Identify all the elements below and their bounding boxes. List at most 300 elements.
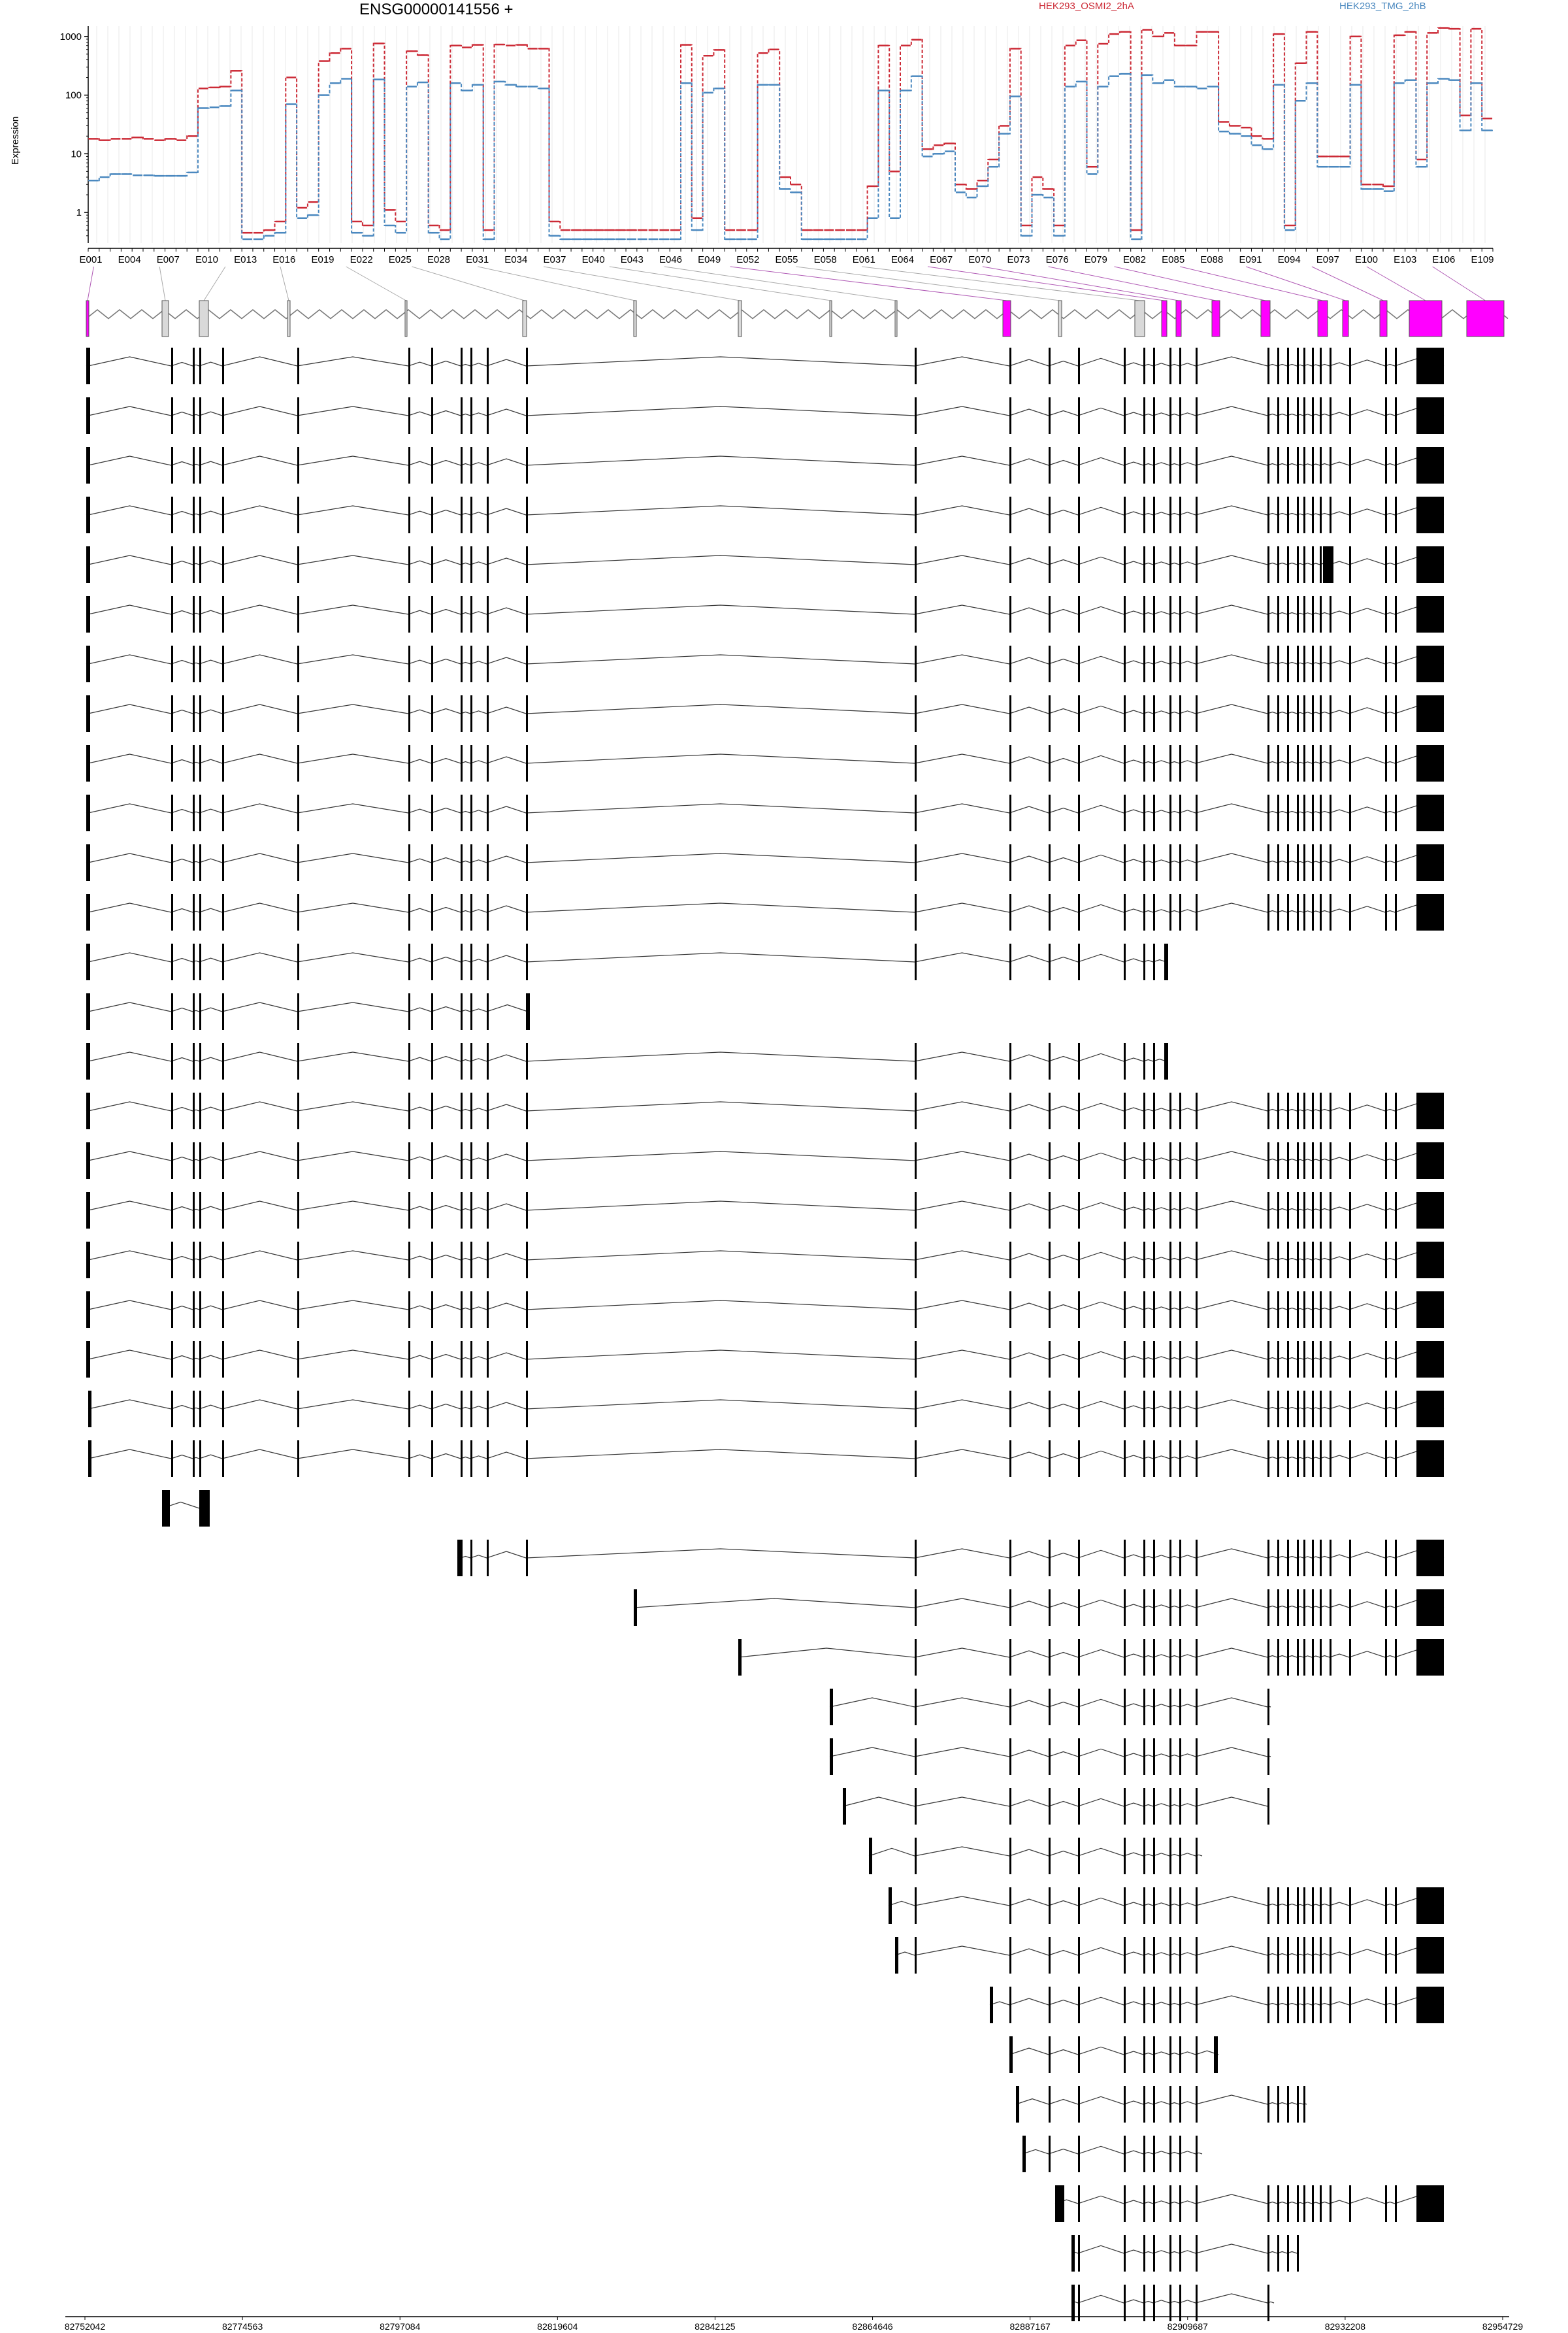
exon-block	[1395, 646, 1397, 682]
exon-block	[86, 1142, 90, 1179]
exon-block	[1169, 2036, 1171, 2073]
exon-block	[1303, 1093, 1305, 1129]
exon-block	[1179, 546, 1181, 583]
genome-tick-label: 82797084	[380, 2321, 421, 2332]
exon-block	[487, 1043, 489, 1080]
exon-block	[1009, 546, 1011, 583]
exon-block	[1312, 1589, 1314, 1626]
exon-block	[1124, 1291, 1126, 1328]
exon-block	[915, 1291, 917, 1328]
exon-block	[1277, 1440, 1279, 1477]
exon-block	[1287, 1440, 1289, 1477]
exon-block	[1287, 1093, 1289, 1129]
exon-block	[915, 497, 917, 533]
exon-block	[1320, 397, 1322, 434]
exon-block	[1153, 2036, 1155, 2073]
exon-block	[915, 1440, 917, 1477]
exon-block	[830, 1689, 833, 1725]
exon-block	[487, 546, 489, 583]
exon-block	[915, 1341, 917, 1378]
exon-block	[1312, 1937, 1314, 1974]
exon-block	[1049, 1738, 1051, 1775]
exon-block	[1312, 1192, 1314, 1229]
exon-block	[1385, 795, 1387, 831]
exon-block	[1196, 447, 1198, 484]
exon-block	[1169, 695, 1171, 732]
exon-block	[915, 546, 917, 583]
exon-label: E070	[968, 254, 992, 265]
exon-block	[1078, 894, 1080, 931]
exon-block	[1153, 1242, 1155, 1278]
transcript	[86, 745, 1444, 782]
exon-block	[1124, 497, 1126, 533]
exon-block	[1078, 397, 1080, 434]
exon-block	[1330, 646, 1331, 682]
exon-block	[1179, 1788, 1181, 1825]
exon-block	[1169, 1639, 1171, 1676]
exon-block	[222, 348, 224, 384]
exon-block	[1009, 1242, 1011, 1278]
exon-block	[915, 1937, 917, 1974]
exon-block	[1303, 844, 1305, 881]
exon-block	[915, 1142, 917, 1179]
exon-block	[915, 1242, 917, 1278]
exon-block	[1330, 447, 1331, 484]
terminal-exon	[1416, 348, 1444, 384]
exon-block	[1179, 2235, 1181, 2272]
exon-block	[1078, 1689, 1080, 1725]
exon-block	[1124, 596, 1126, 633]
legend-entry-sample2: HEK293_TMG_2hB	[1339, 1, 1426, 12]
transcript	[88, 1440, 1444, 1477]
transcript-models	[86, 348, 1444, 2321]
exon-block	[1385, 1987, 1387, 2023]
exon-label: E064	[890, 254, 915, 265]
exon-block	[1153, 1788, 1155, 1825]
exon-block	[1009, 447, 1011, 484]
exon-block	[193, 844, 195, 881]
exon-block	[1287, 795, 1289, 831]
exon-block	[1312, 1341, 1314, 1378]
exon-block	[1330, 1142, 1331, 1179]
terminal-exon	[1416, 1639, 1444, 1676]
exon-block	[171, 695, 173, 732]
exon-label: E067	[930, 254, 953, 265]
exon-block	[86, 397, 90, 434]
exon-block	[1196, 1738, 1198, 1775]
gene-model-exon	[1135, 301, 1145, 337]
exon-block	[470, 497, 472, 533]
exon-block	[1179, 1540, 1181, 1576]
exon-block	[1179, 1838, 1181, 1874]
exon-block	[1267, 546, 1269, 583]
exon-block	[193, 1192, 195, 1229]
exon-block	[1267, 348, 1269, 384]
exon-block	[408, 1291, 410, 1328]
exon-block	[1297, 447, 1299, 484]
exon-block	[1297, 1440, 1299, 1477]
exon-block	[1124, 1341, 1126, 1378]
exon-block	[1124, 2086, 1126, 2123]
exon-block	[470, 1142, 472, 1179]
exon-block	[470, 546, 472, 583]
exon-block	[1349, 745, 1351, 782]
exon-block	[199, 1391, 201, 1427]
exon-block	[1153, 2086, 1155, 2123]
exon-block	[1143, 1142, 1145, 1179]
exon-block	[1022, 2136, 1026, 2172]
exon-block	[526, 1242, 528, 1278]
gene-title: ENSG00000141556 +	[359, 1, 514, 18]
exon-block	[1287, 1291, 1289, 1328]
exon-block	[1349, 1440, 1351, 1477]
intron-line	[86, 1102, 1444, 1111]
exon-block	[1143, 695, 1145, 732]
exon-block	[171, 1142, 173, 1179]
exon-block	[193, 1391, 195, 1427]
exon-block	[470, 795, 472, 831]
exon-block	[1049, 1838, 1051, 1874]
exon-block	[199, 695, 201, 732]
exon-block	[1124, 1589, 1126, 1626]
exon-block	[1277, 397, 1279, 434]
exon-block	[1179, 1987, 1181, 2023]
exon-block	[1297, 745, 1299, 782]
exon-block	[1078, 1540, 1080, 1576]
exon-block	[461, 993, 463, 1030]
gene-model-exon	[1058, 301, 1062, 337]
exon-block	[1312, 497, 1314, 533]
exon-block	[86, 596, 90, 633]
transcript	[86, 447, 1444, 484]
exon-block	[1287, 1887, 1289, 1924]
exon-block	[1049, 894, 1051, 931]
exon-block	[1196, 397, 1198, 434]
exon-block	[1124, 1838, 1126, 1874]
exon-block	[1320, 1440, 1322, 1477]
exon-block	[470, 646, 472, 682]
exon-block	[1330, 1291, 1331, 1328]
exon-block	[470, 1242, 472, 1278]
exon-block	[1078, 1887, 1080, 1924]
exon-block	[1297, 1540, 1299, 1576]
exon-block	[193, 348, 195, 384]
terminal-exon	[1416, 1291, 1444, 1328]
exon-label: E001	[79, 254, 103, 265]
exon-block	[1078, 1440, 1080, 1477]
exon-block	[1049, 2036, 1051, 2073]
exon-block	[461, 397, 463, 434]
exon-block	[431, 348, 433, 384]
exon-block	[1196, 695, 1198, 732]
exon-block	[1196, 1589, 1198, 1626]
exon-block	[1049, 646, 1051, 682]
gene-model-exon	[1343, 301, 1348, 337]
exon-label: E103	[1394, 254, 1417, 265]
exon-block	[1196, 1142, 1198, 1179]
exon-block	[1349, 2185, 1351, 2222]
terminal-exon	[1416, 1341, 1444, 1378]
intron-line	[457, 1549, 1444, 1558]
exon-block	[1078, 2235, 1080, 2272]
gene-model-exon	[1162, 301, 1167, 337]
exon-block	[1169, 1788, 1171, 1825]
exon-block	[1124, 1540, 1126, 1576]
exon-block	[1297, 1589, 1299, 1626]
exon-block	[1349, 844, 1351, 881]
transcript	[86, 397, 1444, 434]
intron-line	[88, 1400, 1444, 1409]
exon-block	[1009, 1639, 1011, 1676]
genome-tick-label: 82909687	[1167, 2321, 1208, 2332]
exon-block	[199, 447, 201, 484]
exon-block	[470, 844, 472, 881]
exon-block	[86, 646, 90, 682]
exon-block	[1153, 1440, 1155, 1477]
transcript	[86, 1142, 1444, 1179]
exon-block	[1277, 348, 1279, 384]
transcript	[86, 844, 1444, 881]
exon-block	[915, 1639, 917, 1676]
intron-line	[86, 754, 1444, 763]
exon-block	[1143, 2185, 1145, 2222]
exon-block	[1395, 1242, 1397, 1278]
exon-label: E088	[1200, 254, 1224, 265]
exon-block	[1049, 546, 1051, 583]
exon-block	[222, 993, 224, 1030]
exon-block	[1297, 844, 1299, 881]
exon-block	[1267, 1738, 1269, 1775]
exon-block	[297, 894, 299, 931]
exon-block	[1297, 1391, 1299, 1427]
exon-block	[1267, 1291, 1269, 1328]
exon-block	[1196, 2136, 1198, 2172]
exon-block	[1312, 1887, 1314, 1924]
exon-block	[1287, 1937, 1289, 1974]
exon-block	[199, 1440, 201, 1477]
transcript	[1071, 2235, 1299, 2272]
exon-block	[1049, 397, 1051, 434]
exon-block	[1330, 596, 1331, 633]
exon-block	[1267, 1341, 1269, 1378]
exon-block	[1049, 1142, 1051, 1179]
exon-block	[1078, 2285, 1080, 2321]
gene-model-exon	[287, 301, 290, 337]
exon-block	[1078, 1987, 1080, 2023]
exon-block	[1169, 1937, 1171, 1974]
exon-block	[1303, 1987, 1305, 2023]
exon-block	[1124, 1689, 1126, 1725]
exon-block	[1009, 1093, 1011, 1129]
exon-block	[1297, 1291, 1299, 1328]
exon-label: E076	[1045, 254, 1069, 265]
terminal-exon	[1416, 1440, 1444, 1477]
exon-block	[1395, 596, 1397, 633]
terminal-exon	[1416, 844, 1444, 881]
exon-block	[431, 596, 433, 633]
exon-block	[1049, 1043, 1051, 1080]
exon-block	[487, 1391, 489, 1427]
exon-block	[1124, 1937, 1126, 1974]
exon-block	[1277, 646, 1279, 682]
exon-block	[1009, 1440, 1011, 1477]
transcript	[86, 646, 1444, 682]
exon-block	[1277, 1291, 1279, 1328]
exon-block	[1169, 2235, 1171, 2272]
exon-block	[1196, 1192, 1198, 1229]
exon-block	[1312, 596, 1314, 633]
exon-block	[297, 1093, 299, 1129]
gene-model-exon	[405, 301, 407, 337]
exon-block	[915, 1887, 917, 1924]
exon-block	[1196, 1093, 1198, 1129]
gene-model-exon	[830, 301, 832, 337]
exon-block	[297, 1242, 299, 1278]
exon-block	[634, 1589, 637, 1626]
exon-block	[1385, 447, 1387, 484]
transcript	[86, 497, 1444, 533]
exon-block	[1267, 1391, 1269, 1427]
exon-block	[1395, 397, 1397, 434]
exon-block	[1016, 2086, 1019, 2123]
exon-block	[193, 1440, 195, 1477]
exon-block	[1143, 1689, 1145, 1725]
exon-block	[1153, 844, 1155, 881]
exon-block	[1196, 1987, 1198, 2023]
exon-block	[1277, 745, 1279, 782]
exon-block	[915, 844, 917, 881]
exon-block	[461, 348, 463, 384]
exon-block	[86, 795, 90, 831]
gene-model-exon	[1318, 301, 1328, 337]
exon-block	[408, 596, 410, 633]
exon-label: E094	[1277, 254, 1301, 265]
exon-block	[199, 1142, 201, 1179]
y-tick-label: 1	[76, 207, 82, 219]
exon-block	[461, 1192, 463, 1229]
exon-block	[1143, 1192, 1145, 1229]
exon-block	[1320, 546, 1322, 583]
exon-block	[86, 1192, 90, 1229]
exon-block	[222, 1291, 224, 1328]
exon-block	[1385, 1093, 1387, 1129]
exon-block	[1153, 2235, 1155, 2272]
exon-block	[1303, 348, 1305, 384]
exon-label: E040	[581, 254, 605, 265]
series-line-1	[88, 28, 1493, 233]
exon-label: E046	[659, 254, 683, 265]
transcript	[1016, 2086, 1307, 2123]
exon-block	[1143, 894, 1145, 931]
exon-block	[1143, 1242, 1145, 1278]
exon-block	[1169, 2086, 1171, 2123]
exon-block	[1179, 1440, 1181, 1477]
exon-block	[1349, 1937, 1351, 1974]
exon-block	[1169, 844, 1171, 881]
exon-block	[408, 497, 410, 533]
exon-block	[1169, 596, 1171, 633]
exon-block	[1078, 1788, 1080, 1825]
exon-block	[1196, 1937, 1198, 1974]
exon-block	[1287, 447, 1289, 484]
exon-block	[1143, 844, 1145, 881]
exon-block	[1049, 447, 1051, 484]
exon-block	[869, 1838, 872, 1874]
exon-block	[1196, 1391, 1198, 1427]
exon-block	[915, 1192, 917, 1229]
intron-line	[86, 456, 1444, 465]
exon-block	[487, 1291, 489, 1328]
exon-block	[1143, 1987, 1145, 2023]
intron-line	[634, 1598, 1444, 1608]
exon-block	[1049, 2086, 1051, 2123]
exon-block	[193, 894, 195, 931]
exon-block	[487, 894, 489, 931]
exon-block	[1303, 1242, 1305, 1278]
exon-block	[1287, 646, 1289, 682]
exon-block	[1320, 1391, 1322, 1427]
exon-block	[1349, 1540, 1351, 1576]
intron-line	[86, 1151, 1444, 1161]
exon-block	[1153, 1093, 1155, 1129]
exon-block	[1143, 1589, 1145, 1626]
exon-block	[1297, 1192, 1299, 1229]
exon-block	[470, 1043, 472, 1080]
exon-connector	[862, 267, 1139, 301]
exon-block	[526, 1540, 528, 1576]
exon-block	[431, 497, 433, 533]
exon-block	[1277, 795, 1279, 831]
gene-model-exon	[86, 301, 89, 337]
exon-block	[1349, 596, 1351, 633]
exon-block	[1169, 1987, 1171, 2023]
exon-block	[1078, 2036, 1080, 2073]
exon-connector	[796, 267, 1060, 301]
exon-block	[1153, 2136, 1155, 2172]
exon-block	[1385, 497, 1387, 533]
exon-block	[86, 993, 90, 1030]
exon-block	[1078, 646, 1080, 682]
exon-block	[461, 1291, 463, 1328]
exon-block	[526, 348, 528, 384]
exon-block	[1009, 844, 1011, 881]
exon-block	[1320, 1937, 1322, 1974]
exon-label: E055	[775, 254, 798, 265]
transcript	[86, 1043, 1168, 1080]
exon-block	[1330, 1987, 1331, 2023]
exon-block	[408, 1440, 410, 1477]
exon-block	[1078, 2136, 1080, 2172]
terminal-exon	[1416, 2185, 1444, 2222]
exon-block	[1049, 1788, 1051, 1825]
exon-block	[1196, 1540, 1198, 1576]
gene-model-exon	[634, 301, 636, 337]
exon-block	[431, 1142, 433, 1179]
exon-block	[1330, 1391, 1331, 1427]
gene-model-exon	[523, 301, 527, 337]
exon-block	[1169, 2285, 1171, 2321]
gene-model-exon	[1212, 301, 1220, 337]
exon-block	[1303, 646, 1305, 682]
exon-block	[1124, 447, 1126, 484]
series-points-1	[89, 28, 1492, 233]
exon-block	[1297, 1987, 1299, 2023]
exon-block	[1349, 447, 1351, 484]
exon-block	[1179, 695, 1181, 732]
exon-block	[1009, 397, 1011, 434]
exon-block	[1267, 447, 1269, 484]
exon-block	[1267, 695, 1269, 732]
